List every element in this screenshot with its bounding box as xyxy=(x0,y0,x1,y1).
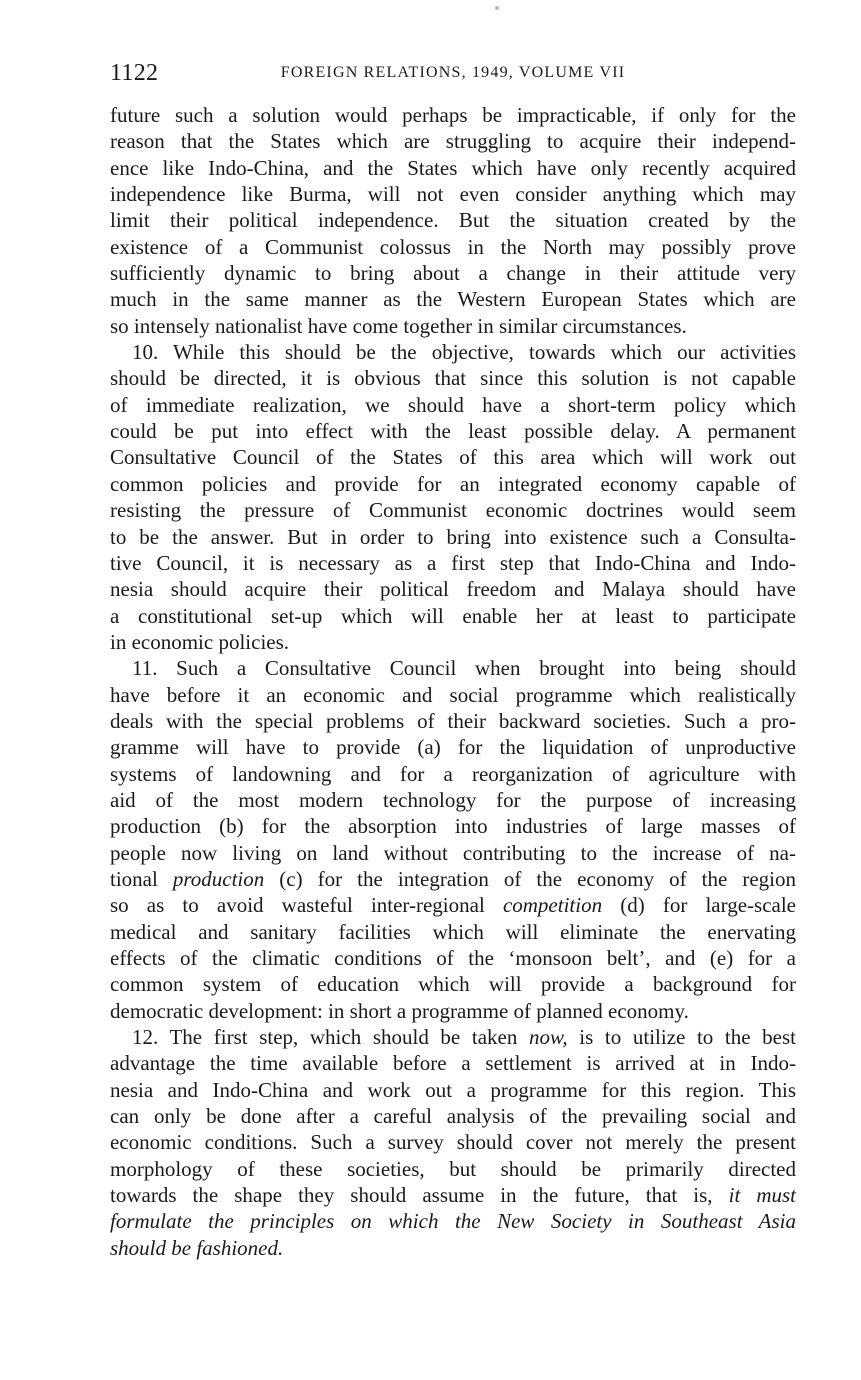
text-line xyxy=(110,813,796,839)
italic-text: now, xyxy=(528,1025,568,1050)
text-line xyxy=(110,207,796,233)
italic-text: should be fashioned. xyxy=(110,1235,284,1260)
text-run: in economic policies. xyxy=(110,629,290,654)
text-line xyxy=(110,1103,796,1129)
text-run: medical and sanitary facilities which will eliminate the enervating xyxy=(110,919,796,944)
text-run: have before it an economic and social programme which realistically xyxy=(110,682,796,707)
italic-text: production xyxy=(172,866,265,891)
text-run: advantage the time available before a settlement is arrived at in Indo- xyxy=(110,1051,796,1076)
text-line xyxy=(110,1235,796,1261)
text-run: limit their political independence. But the situation created by the xyxy=(110,208,796,233)
text-line xyxy=(110,892,796,918)
text-run: nesia should acquire their political freedom and Malaya should have xyxy=(110,577,796,602)
text-line xyxy=(110,655,796,681)
text-run: (d) for large-scale xyxy=(602,893,797,918)
text-line xyxy=(110,1077,796,1103)
text-line xyxy=(110,840,796,866)
text-run: production (b) for the absorption into industries of large masses of xyxy=(110,814,796,839)
text-run: nesia and Indo-China and work out a programme for this region. This xyxy=(110,1077,796,1102)
running-head: FOREIGN RELATIONS, 1949, VOLUME VII xyxy=(280,64,626,81)
text-run: tive Council, it is necessary as a first step that Indo-China and Indo- xyxy=(110,550,796,575)
italic-text: formulate the principles on which the New Society in Southeast Asia xyxy=(110,1209,796,1234)
text-line xyxy=(110,1024,796,1050)
text-run: 12. The first step, which should be taken xyxy=(132,1025,529,1050)
text-line xyxy=(110,550,796,576)
text-run: to be the answer. But in order to bring into existence such a Consulta- xyxy=(110,524,796,549)
text-run: independence like Burma, will not even consider anything which may xyxy=(110,182,796,207)
text-line xyxy=(110,102,796,128)
text-run: tional xyxy=(110,866,173,891)
italic-text: it must xyxy=(728,1183,796,1208)
text-line xyxy=(110,181,796,207)
text-run: so as to avoid wasteful inter-regional xyxy=(110,893,503,918)
text-run: effects of the climatic conditions of the ‘monsoon belt’, and (e) for a xyxy=(110,946,796,970)
text-line xyxy=(110,286,796,312)
text-line xyxy=(110,945,796,971)
text-run: reason that the States which are struggling to acquire their independ- xyxy=(110,129,796,154)
text-line xyxy=(110,418,796,444)
text-line xyxy=(110,919,796,945)
text-line xyxy=(110,392,796,418)
text-run: towards the shape they should assume in the future, that is, xyxy=(110,1183,729,1208)
page-header xyxy=(110,60,796,90)
text-line xyxy=(110,1182,796,1208)
text-line xyxy=(110,128,796,154)
text-line xyxy=(110,866,796,892)
text-run: so intensely nationalist have come together in similar circumstances. xyxy=(110,313,687,338)
text-line xyxy=(110,234,796,260)
text-line xyxy=(110,629,796,655)
text-run: (c) for the integration of the economy of the region xyxy=(264,866,797,891)
text-line xyxy=(110,682,796,708)
text-run: Consultative Council of the States of this area which will work out xyxy=(110,445,796,470)
text-run: a constitutional set-up which will enable her at least to participate xyxy=(110,603,796,628)
text-run: future such a solution would perhaps be impracticable, if only for the xyxy=(110,103,796,127)
text-line xyxy=(110,761,796,787)
text-run: should be directed, it is obvious that since this solution is not capable xyxy=(110,366,796,391)
text-run: democratic development: in short a programme of planned economy. xyxy=(110,998,689,1023)
text-run: much in the same manner as the Western European States which are xyxy=(110,287,796,312)
text-run: can only be done after a careful analysis of the prevailing social and xyxy=(110,1104,796,1129)
text-run: is to utilize to the best xyxy=(567,1025,796,1050)
text-line xyxy=(110,313,796,339)
text-line xyxy=(110,787,796,813)
text-run: deals with the special problems of their backward societies. Such a pro- xyxy=(110,708,796,733)
text-line xyxy=(110,497,796,523)
page-number: 1122 xyxy=(110,60,159,86)
text-run: 11. Such a Consultative Council when brought into being should xyxy=(132,656,796,681)
text-line xyxy=(110,155,796,181)
text-line xyxy=(110,734,796,760)
text-line xyxy=(110,1129,796,1155)
text-line xyxy=(110,1050,796,1076)
text-line xyxy=(110,708,796,734)
text-line xyxy=(110,998,796,1024)
text-run: sufficiently dynamic to bring about a change in their attitude very xyxy=(110,261,796,286)
italic-text: competition xyxy=(502,893,603,918)
text-line xyxy=(110,471,796,497)
text-run: 10. While this should be the objective, towards which our activities xyxy=(132,340,796,365)
text-run: existence of a Communist colossus in the North may possibly prove xyxy=(110,234,796,259)
text-line xyxy=(110,576,796,602)
text-run: people now living on land without contributing to the increase of na- xyxy=(110,840,796,865)
text-run: economic conditions. Such a survey should cover not merely the present xyxy=(110,1130,796,1155)
body-text xyxy=(110,102,796,1261)
text-line xyxy=(110,260,796,286)
text-run: resisting the pressure of Communist economic doctrines would seem xyxy=(110,498,796,523)
text-run: of immediate realization, we should have a short-term policy which xyxy=(110,392,796,417)
text-line xyxy=(110,524,796,550)
text-line xyxy=(110,444,796,470)
text-line xyxy=(110,339,796,365)
text-run: systems of landowning and for a reorganization of agriculture with xyxy=(110,761,796,786)
text-run: common system of education which will provide a background for xyxy=(110,972,796,997)
text-run: ence like Indo-China, and the States which have only recently acquired xyxy=(110,155,796,180)
text-run: morphology of these societies, but should be primarily directed xyxy=(110,1156,796,1181)
text-line xyxy=(110,1208,796,1234)
text-line xyxy=(110,1156,796,1182)
text-run: gramme will have to provide (a) for the liquidation of unproductive xyxy=(110,735,796,760)
text-run: aid of the most modern technology for the purpose of increasing xyxy=(110,787,796,812)
text-line xyxy=(110,365,796,391)
text-run: could be put into effect with the least possible delay. A permanent xyxy=(110,419,796,444)
text-line xyxy=(110,971,796,997)
text-line xyxy=(110,603,796,629)
scan-speck xyxy=(495,6,499,10)
text-run: common policies and provide for an integrated economy capable of xyxy=(110,471,796,496)
